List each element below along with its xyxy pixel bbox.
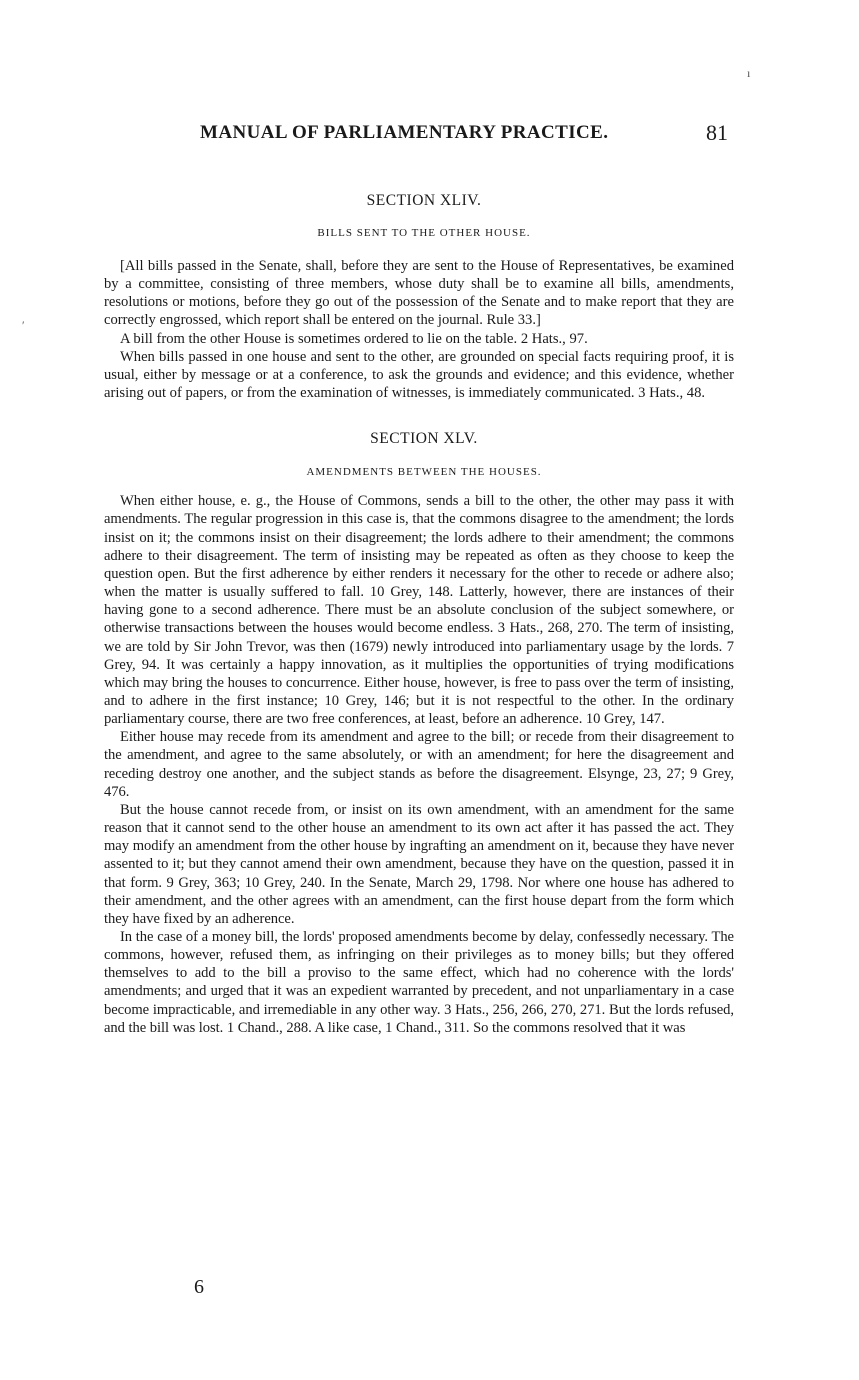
paragraph: A bill from the other House is sometimes ordered to lie on the table. 2 Hats., 97.: [120, 330, 588, 347]
section-subheading: BILLS SENT TO THE OTHER HOUSE.: [317, 227, 531, 239]
signature-mark: 6: [194, 1276, 204, 1298]
page-content: [104, 118, 734, 1037]
section-heading: SECTION XLIV.: [366, 192, 482, 209]
paragraph: When either house, e. g., the House of Commons, sends a bill to the other, the other may pass it with amendments. The regular progression in this case is, that the commons disagree to the amendment; the lords insist on it; the commons insist on their disagreement; the lords adhere to their amendment; the commons adhere to their disagreement. The term of insisting may be repeated as often as they choose to keep the question open. But the first adherence by either renders it necessary for the other to recede or adhere also; when the matter is usually suffered to fall. 10 Grey, 148. Latterly, however, there are instances of their having gone to a second adherence. There must be an absolute conclusion of the subject somewhere, or otherwise transactions between the houses would become endless. 3 Hats., 268, 270. The term of insisting, we are told by Sir John Trevor, was then (1679) newly introduced into parliamentary usage by the lords. 7 Grey, 94. It was certainly a happy innovation, as it multiplies the opportunities of trying modifications which may bring the houses to concurrence. Either house, however, is free to pass over the term of insisting, and to adhere in the first instance; 10 Grey, 146; but it is not respectful to the other. In the ordinary parliamentary course, there are two free conferences, at least, before an adherence. 10 Grey, 147.: [104, 493, 734, 728]
paragraph: Either house may recede from its amendment and agree to the bill; or recede from their disagreement to the amendment, and agree to the same absolutely, or with an amendment; for here the disagreement and receding destroy one another, and the subject stands as before the disagreement. Elsynge, 23, 27; 9 Grey, 476.: [104, 729, 734, 800]
section-xliv: [104, 192, 734, 402]
running-head: [104, 118, 734, 152]
scan-speck: ′: [22, 318, 25, 332]
section-heading: SECTION XLV.: [370, 430, 478, 448]
paragraph: But the house cannot recede from, or insist on its own amendment, with an amendment for the same reason that it cannot send to the other house an amendment to its own act after it has passed the act. They may modify an amendment from the other house by ingrafting an amendment on it, because they have never assented to it; but they cannot amend their own amendment, because they have on the question, passed it in that form. 9 Grey, 363; 10 Grey, 240. In the Senate, March 29, 1798. Nor where one house has adhered to their amendment, and the other agrees with an amendment, can the first house depart from the form which they have fixed by an adherence.: [104, 801, 734, 927]
paragraph: When bills passed in one house and sent to the other, are grounded on special facts requiring proof, it is usual, either by message or at a conference, to ask the grounds and evidence; and this evidence, whether arising out of papers, or from the examination of witnesses, is immediately communicated. 3 Hats., 48.: [104, 348, 734, 402]
section-xlv: [104, 430, 734, 1037]
paragraph: In the case of a money bill, the lords' proposed amendments become by delay, confessedly necessary. The commons, however, refused them, as infringing on their privileges as to money bills; but they offered themselves to add to the bill a proviso to the same effect, which had no coherence with the lords' amendments; and urged that it was an expedient warranted by precedent, and not unparliamentary in a case become impracticable, and irremediable in any other way. 3 Hats., 256, 266, 270, 271. But the lords refused, and the bill was lost. 1 Chand., 288. A like case, 1 Chand., 311. So the commons resolved that it was: [104, 929, 734, 1036]
scan-speck: ı: [747, 66, 751, 80]
paragraph: [All bills passed in the Senate, shall, before they are sent to the House of Representatives, be examined by a committee, consisting of three members, whose duty shall be to examine all bills, amendments, resolutions or motions, before they go out of the possession of the Senate and to make report that they are correctly engrossed, which report shall be entered on the journal. Rule 33.]: [104, 258, 734, 329]
running-title: MANUAL OF PARLIAMENTARY PRACTICE.: [200, 122, 609, 143]
section-subheading: AMENDMENTS BETWEEN THE HOUSES.: [306, 466, 542, 479]
page-number: 81: [706, 120, 728, 145]
